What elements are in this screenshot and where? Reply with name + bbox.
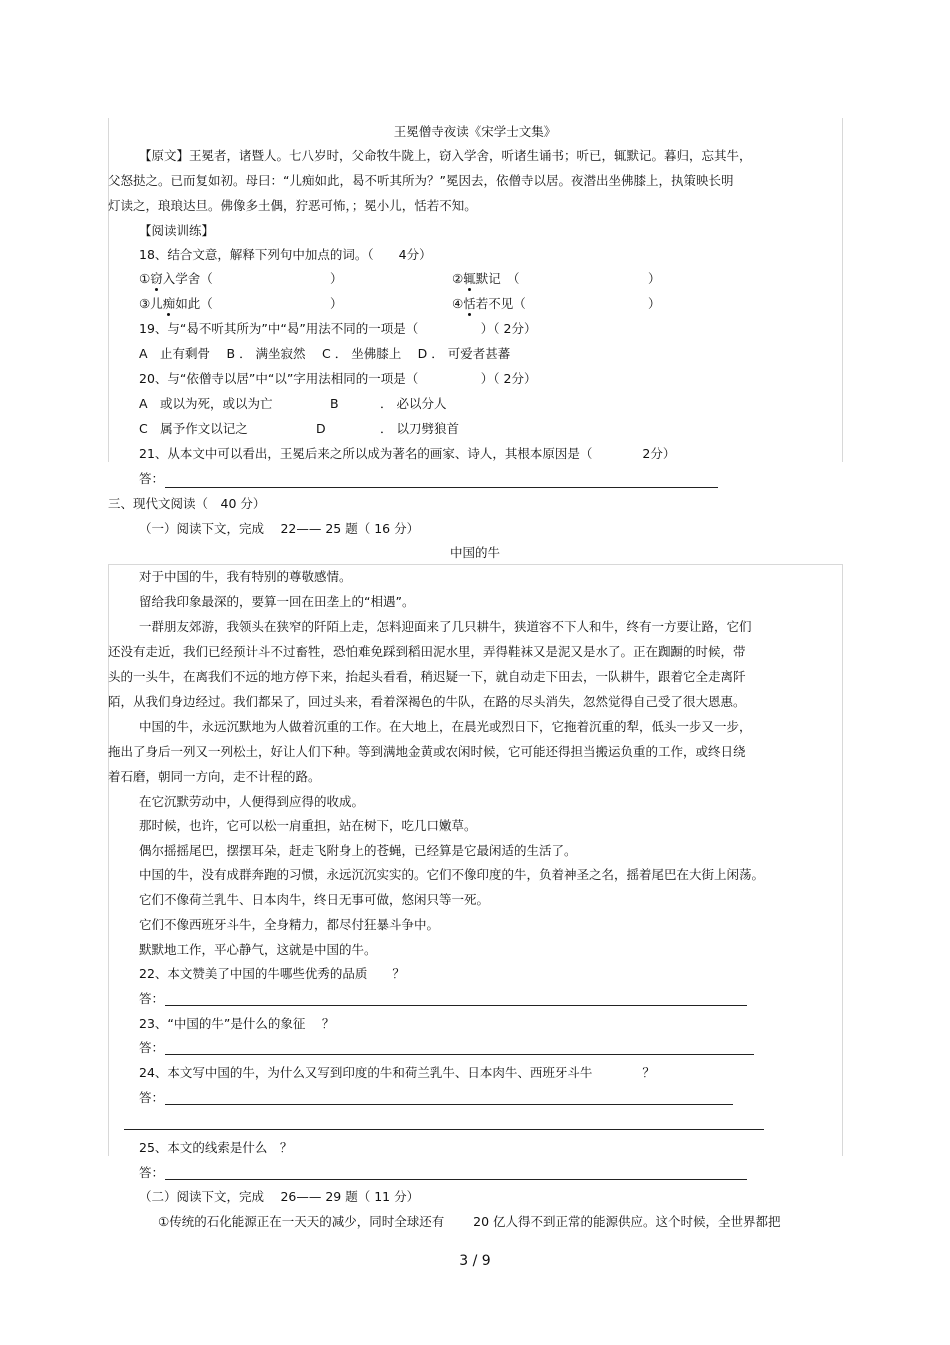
training-heading: 【阅读训练】: [139, 223, 215, 238]
dotted-word: 窃: [150, 271, 163, 286]
dotted-word: 痴: [162, 296, 176, 311]
article-title: 中国的牛: [449, 545, 500, 560]
q24-answer-label: 答：: [139, 1090, 165, 1105]
question-23: 23、“中国的牛”是什么的象征 ？: [139, 1016, 335, 1031]
q18-item-3: ③儿痴如此（: [139, 296, 213, 311]
q25-answer-label: 答：: [139, 1165, 165, 1180]
question-20: 20、与“依僧寺以居”中“以”字用法相同的一项是（ ）（ 2分）: [139, 371, 537, 386]
frame-right-lower: [842, 564, 843, 1156]
q23-answer-label: 答：: [139, 1040, 165, 1055]
question-22: 22、本文赞美了中国的牛哪些优秀的品质 ？: [139, 966, 405, 981]
article-paragraph: 中国的牛，没有成群奔跑的习惯，永远沉沉实实的。它们不像印度的牛，负着神圣之名，摇着尾巴在大街上闲荡。: [139, 867, 765, 882]
article-paragraph: 在它沉默劳动中，人便得到应得的收成。: [139, 794, 365, 809]
q18-item-3-close: ）: [330, 296, 343, 311]
question-21: 21、从本文中可以看出，王冕后来之所以成为著名的画家、诗人，其根本原因是（ 2分）: [139, 446, 676, 461]
article-paragraph: 陌，从我们身边经过。我们都呆了，回过头来，看着深褐色的牛队，在路的尽头消失，忽然觉得自己受了很大恩惠。: [108, 694, 746, 709]
q20-option-a: A 或以为死，或以为亡: [139, 396, 273, 411]
question-19: 19、与“曷不听其所为”中“曷”用法不同的一项是（ ）（ 2分）: [139, 321, 537, 336]
article-paragraph: 它们不像西班牙斗牛，全身精力，都尽付狂暴斗争中。: [139, 917, 440, 932]
q19-options: A 止有剩骨 B ． 满坐寂然 C ． 坐佛膝上 D ． 可爱者甚蕃: [139, 346, 511, 361]
dotted-word: 辄: [463, 271, 476, 286]
question-24: 24、本文写中国的牛，为什么又写到印度的牛和荷兰乳牛、日本肉牛、西班牙斗牛 ？: [139, 1065, 655, 1080]
original-line-1: 【原文】王冕者，诸暨人。七八岁时，父命牧牛陇上，窃入学舍，听诸生诵书；听已，辄默记。暮归，忘其牛，: [139, 148, 752, 163]
article-paragraph: 还没有走近，我们已经预计斗不过畜牲，恐怕难免踩到稻田泥水里，弄得鞋袜又是泥又是水了。正在踟蹰的时候，带: [108, 644, 746, 659]
q18-item-2: ②辄默记 （: [452, 271, 520, 286]
dotted-word: 恬: [463, 296, 476, 311]
article-paragraph: 拖出了身后一列又一列松土，好让人们下种。等到满地金黄或农闲时候，它可能还得担当搬运负重的工作，或终日绕: [108, 744, 746, 759]
original-line-3: 灯读之，琅琅达旦。佛像多土偶，狞恶可怖，；冕小儿，恬若不知。: [108, 198, 477, 213]
section3-part2: （二）阅读下文，完成 26—— 29 题（ 11 分）: [139, 1189, 420, 1204]
q21-answer-line[interactable]: [165, 487, 718, 488]
article-paragraph: 偶尔摇摇尾巴，摆摆耳朵，赶走飞附身上的苍蝇，已经算是它最闲适的生活了。: [139, 843, 577, 858]
original-line-2: 父怒挞之。已而复如初。母曰：“儿痴如此，曷不听其所为？”冕因去，依僧寺以居。夜潜出坐佛膝上，执策映长明: [108, 173, 734, 188]
q22-answer-line[interactable]: [165, 1005, 747, 1006]
q20-option-b-label: B: [330, 396, 339, 411]
article-paragraph: 对于中国的牛，我有特别的尊敬感情。: [139, 569, 352, 584]
section3-part1: （一）阅读下文，完成 22—— 25 题（ 16 分）: [139, 521, 420, 536]
question-25: 25、本文的线索是什么 ？: [139, 1140, 293, 1155]
q24-answer-line-2[interactable]: [124, 1129, 764, 1130]
q18-item-2-close: ）: [648, 271, 661, 286]
q18-item-1: ①窃入学舍（: [139, 271, 213, 286]
article-paragraph: 它们不像荷兰乳牛、日本肉牛，终日无事可做，悠闲只等一死。: [139, 892, 490, 907]
section3-heading: 三、现代文阅读（ 40 分）: [108, 496, 266, 511]
q21-answer-label: 答：: [139, 471, 165, 486]
part2-paragraph: ①传统的石化能源正在一天天的减少，同时全球还有 20 亿人得不到正常的能源供应。这个时候，全世界都把: [158, 1214, 781, 1229]
q22-answer-label: 答：: [139, 991, 165, 1006]
article-paragraph: 默默地工作，平心静气，这就是中国的牛。: [139, 942, 377, 957]
frame-top-lower: [108, 564, 842, 565]
q20-option-b: ． 必以分人: [380, 396, 447, 411]
article-paragraph: 着石磨，朝同一方向，走不计程的路。: [108, 769, 321, 784]
q24-answer-line[interactable]: [165, 1104, 733, 1105]
q18-item-4: ④恬若不见（: [452, 296, 526, 311]
q20-option-c: C 属予作文以记之: [139, 421, 248, 436]
article-paragraph: 留给我印象最深的，要算一回在田垄上的“相遇”。: [139, 594, 415, 609]
q20-option-d-label: D: [316, 421, 326, 436]
article-paragraph: 中国的牛，永远沉默地为人做着沉重的工作。在大地上，在晨光或烈日下，它拖着沉重的犁，低头一步又一步，: [139, 719, 752, 734]
q20-option-d: ． 以刀劈狼首: [380, 421, 459, 436]
article-paragraph: 那时候，也许，它可以松一肩重担，站在树下，吃几口嫩草。: [139, 818, 477, 833]
q23-answer-line[interactable]: [165, 1054, 754, 1055]
frame-right-top: [842, 118, 843, 462]
page-number: 3 / 9: [459, 1253, 491, 1269]
q25-answer-line[interactable]: [165, 1179, 747, 1180]
article-paragraph: 头的一头牛，在离我们不远的地方停下来，抬起头看看，稍迟疑一下，就自动走下田去，一队耕牛，跟着它全走离阡: [108, 669, 746, 684]
question-18: 18、结合文意，解释下列句中加点的词。（ 4分）: [139, 247, 432, 262]
q18-item-1-close: ）: [330, 271, 343, 286]
passage1-title: 王冕僧寺夜读《宋学士文集》: [393, 124, 557, 139]
q18-item-4-close: ）: [648, 296, 661, 311]
frame-left-top: [108, 118, 109, 462]
article-paragraph: 一群朋友郊游，我领头在狭窄的阡陌上走，怎料迎面来了几只耕牛，狭道容不下人和牛，终有一方要让路，它们: [139, 619, 752, 634]
